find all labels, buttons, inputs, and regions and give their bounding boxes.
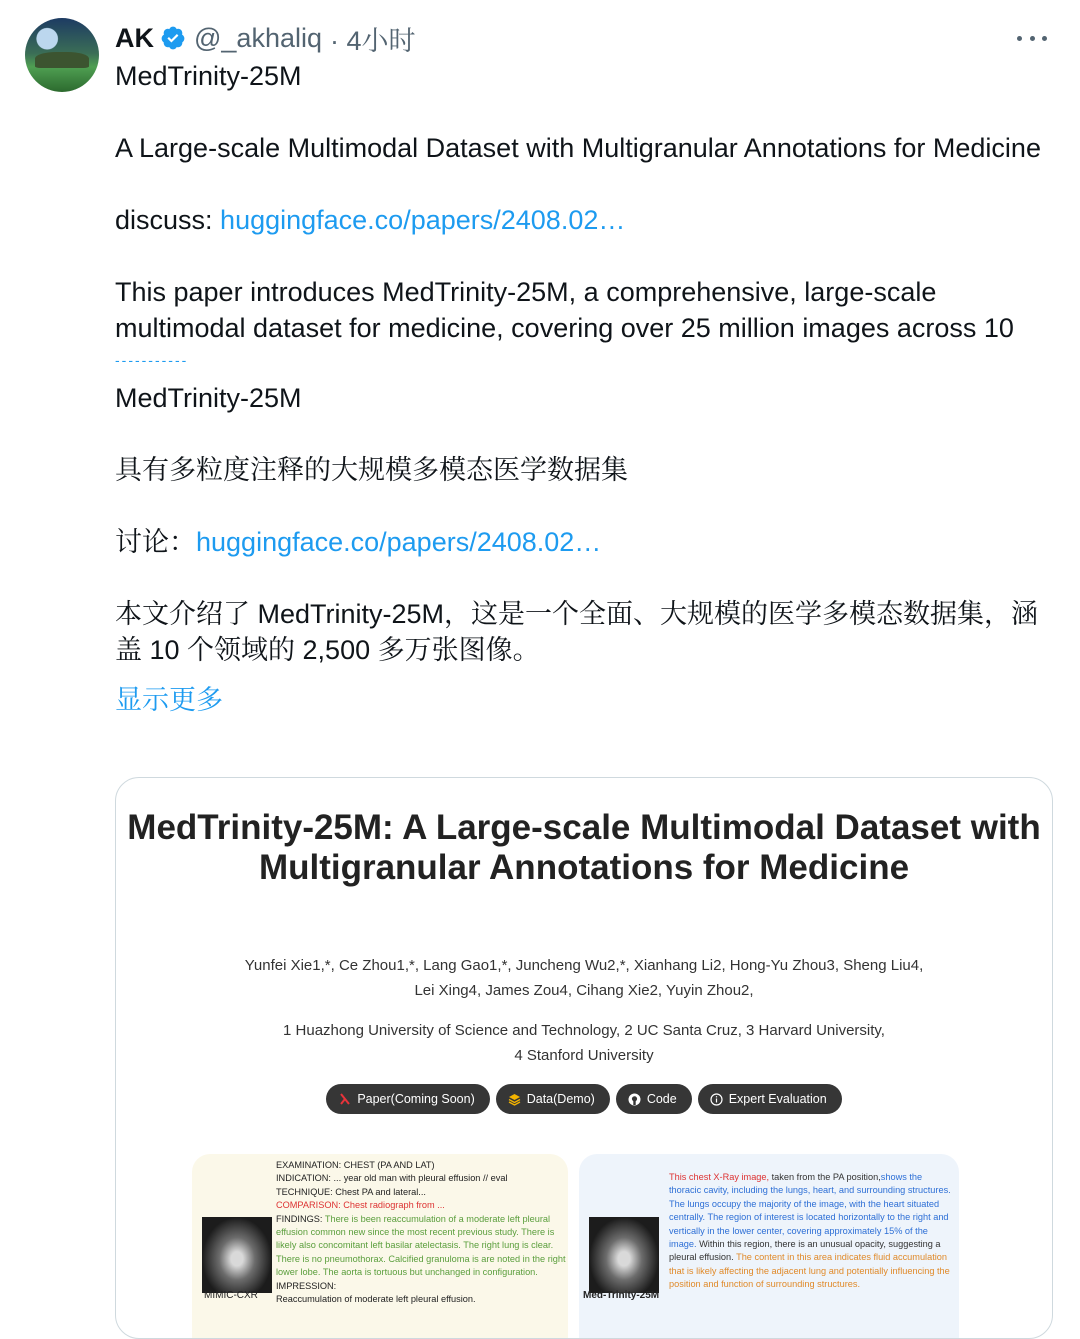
verified-badge-icon: [160, 25, 186, 51]
mimic-cxr-panel: [192, 1154, 568, 1339]
discuss-label: discuss:: [115, 205, 221, 235]
translation-separator: -----------: [115, 352, 189, 368]
multigranular-description: [669, 1171, 954, 1292]
medtrinity-label: Med-Trinity-25M: [583, 1290, 660, 1301]
desc-part-6: The content in this area indicates fluid accumulation that is likely affecting the adjacent lung and potentially influencing the position and function of surrounding structures.: [669, 1252, 950, 1290]
authors-line-2: Lei Xing4, James Zou4, Cihang Xie2, Yuyin Zhou2,: [414, 982, 754, 999]
paper-affiliations: [116, 1018, 1052, 1068]
github-icon: [628, 1093, 641, 1106]
tweet-title: MedTrinity-25M: [115, 61, 302, 91]
paper-button[interactable]: [326, 1084, 489, 1114]
impression-label: IMPRESSION:: [276, 1280, 337, 1291]
tweet-subtitle: A Large-scale Multimodal Dataset with Multigranular Annotations for Medicine: [115, 133, 1041, 163]
avatar[interactable]: [25, 18, 99, 92]
cn-discuss-label: 讨论：: [115, 527, 196, 557]
paper-title: MedTrinity-25M: A Large-scale Multimodal Dataset with Multigranular Annotations for Medicine: [127, 808, 1041, 887]
findings-text: There is been reaccumulation of a moderate left pleural effusion common new since the most recent previous study. There is likely also concomitant left basilar atelectasis. The right lung is clear. There is no pneumothorax. Calcified granuloma is are noted in the right lower lobe. The aorta is tortuous but unchanged in configuration.: [276, 1213, 566, 1278]
paper-button-label: Paper(Coming Soon): [357, 1092, 475, 1106]
paper-buttons: [116, 1084, 1052, 1114]
arxiv-icon: [338, 1093, 351, 1106]
desc-part-1: This chest X-Ray image,: [669, 1172, 770, 1182]
data-button-label: Data(Demo): [526, 1092, 595, 1106]
cn-discuss-link[interactable]: huggingface.co/papers/2408.02…: [196, 527, 602, 557]
tweet-time[interactable]: · 4小时: [330, 25, 416, 56]
paper-authors: [116, 953, 1052, 1003]
cn-discuss-line: [115, 524, 1060, 560]
cn-subtitle: 具有多粒度注释的大规模多模态医学数据集: [115, 455, 628, 485]
authors-line-1: Yunfei Xie1,*, Ce Zhou1,*, Lang Gao1,*, Juncheng Wu2,*, Xianhang Li2, Hong-Yu Zhou3, Sheng Liu4,: [244, 957, 924, 974]
impression-text: Reaccumulation of moderate left pleural effusion.: [276, 1294, 476, 1305]
report-comparison: COMPARISON: Chest radiograph from ...: [276, 1200, 445, 1211]
report-indication: INDICATION: ... year old man with pleural effusion // eval: [276, 1173, 508, 1184]
discuss-line: [115, 202, 1060, 238]
tweet-intro: This paper introduces MedTrinity-25M, a comprehensive, large-scale multimodal dataset for medicine, covering over 25 million images across 10: [115, 277, 1014, 343]
show-more-link[interactable]: 显示更多: [115, 685, 223, 715]
attached-image-card[interactable]: [115, 777, 1053, 1339]
expert-evaluation-button[interactable]: [698, 1084, 842, 1114]
chest-xray-image-annotated: [589, 1217, 659, 1293]
more-options-icon[interactable]: [1012, 26, 1052, 50]
tweet-body: [115, 58, 1060, 718]
report-findings: [276, 1213, 566, 1280]
data-button[interactable]: [496, 1084, 610, 1114]
layers-icon: [508, 1093, 521, 1106]
discuss-link[interactable]: huggingface.co/papers/2408.02…: [220, 205, 626, 235]
cn-title: MedTrinity-25M: [115, 383, 302, 413]
desc-part-5: Within this region, there is an unusual opacity, suggesting a pleural effusion.: [669, 1239, 941, 1263]
code-button[interactable]: [616, 1084, 692, 1114]
code-button-label: Code: [646, 1092, 677, 1106]
desc-part-4: The region of interest is located horizontally to the right and vertically in the lower center, covering approximately 15% of the image.: [669, 1212, 949, 1250]
desc-part-3: shows the thoracic cavity, including the lungs, heart, and surrounding structures. The lungs occupy the majority of the image, with the heart situated centrally.: [669, 1172, 951, 1223]
expert-button-label: Expert Evaluation: [728, 1092, 827, 1106]
info-icon: [710, 1093, 723, 1106]
tweet-header: [115, 18, 416, 58]
radiology-report: [276, 1159, 566, 1306]
author-name[interactable]: AK: [115, 22, 154, 53]
report-examination: EXAMINATION: CHEST (PA AND LAT): [276, 1160, 435, 1170]
medtrinity-panel: [579, 1154, 959, 1339]
author-handle[interactable]: @_akhaliq: [194, 22, 322, 53]
mimic-cxr-label: MIMIC-CXR: [204, 1290, 258, 1301]
affil-line-1: 1 Huazhong University of Science and Technology, 2 UC Santa Cruz, 3 Harvard University,: [283, 1022, 885, 1039]
cn-intro: 本文介绍了 MedTrinity-25M，这是一个全面、大规模的医学多模态数据集，涵盖 10 个领域的 2,500 多万张图像。: [115, 599, 1039, 665]
desc-part-2: taken from the PA position,: [769, 1172, 881, 1182]
report-technique: TECHNIQUE: Chest PA and lateral...: [276, 1186, 426, 1197]
chest-xray-image: [202, 1217, 272, 1293]
affil-line-2: 4 Stanford University: [514, 1047, 654, 1064]
findings-label: FINDINGS:: [276, 1213, 325, 1224]
